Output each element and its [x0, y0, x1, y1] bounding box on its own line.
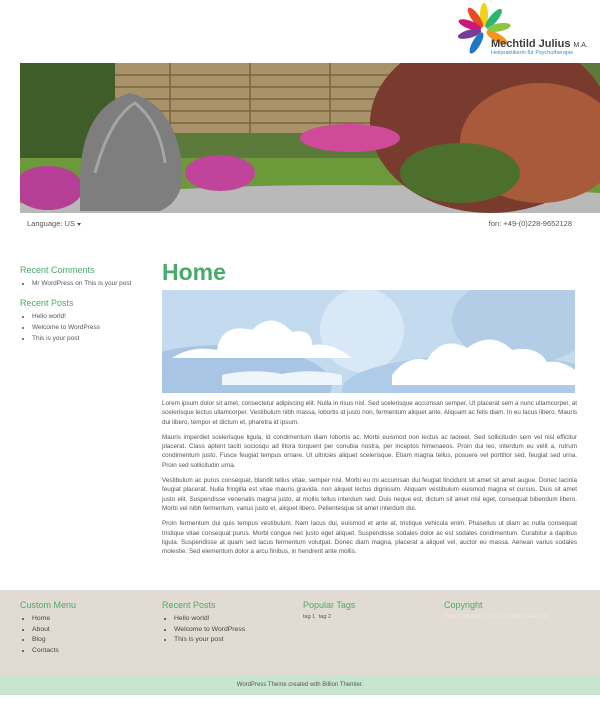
- phone-number: fon: +49-(0)228-9652128: [488, 219, 572, 228]
- brand-logo[interactable]: [454, 2, 594, 60]
- page-title: Home: [162, 259, 226, 285]
- sidebar: [20, 265, 150, 353]
- language-selector[interactable]: Language: US: [27, 219, 81, 228]
- cloud-banner-image: [162, 290, 575, 393]
- hero-garden-image: [20, 63, 600, 213]
- custom-menu-list: [20, 614, 150, 656]
- brand-name: Mechtild Julius M.A.: [491, 38, 588, 50]
- recent-post-link[interactable]: • Welcome to WordPress: [32, 322, 150, 333]
- popular-tags-title: Popular Tags: [303, 600, 356, 610]
- tag-link[interactable]: tag 2: [318, 614, 331, 620]
- footer-menu-contacts[interactable]: • Contacts: [32, 646, 150, 657]
- tag-link[interactable]: tag 1: [303, 614, 316, 620]
- copyright-title: Copyright: [444, 600, 483, 610]
- footer-menu-about[interactable]: • About: [32, 625, 150, 636]
- copyright-text: Your Company 2015 All rights reserved: [444, 614, 548, 620]
- footer-recent-posts: [162, 600, 292, 646]
- recent-comments-list: [20, 278, 150, 289]
- theme-credit-link[interactable]: WordPress Theme created with Billion Themler.: [236, 682, 364, 688]
- footer-recent-posts-title: Recent Posts: [162, 600, 216, 610]
- footer-copyright: [444, 600, 574, 620]
- footer-recent-posts-list: [162, 614, 292, 646]
- recent-posts-title: Recent Posts: [20, 298, 74, 308]
- recent-comments-title: Recent Comments: [20, 265, 95, 275]
- footer-post-link[interactable]: • This is your post: [174, 635, 292, 646]
- site-header: [0, 0, 600, 63]
- main-content: [162, 258, 577, 556]
- content-paragraph: Proin fermentum dui quis tempus vestibulum. Nam lacus dui, euismod et ante at, tristique vehicula enim. Phasellus ut diam ac nulla consequat tristique vitae consequat purus. Morbi congue nec justo eget aliquet. Suspendisse sodales dolor ac est sodales condimentum. Curabitur a dapibus ligula. Suspendisse at quam sed lacus fermentum volutpat. Donec diam magna, placerat a aliquet vel, auctor eu massa. Aenean varius sodales molestie. Sed elementum dolor a arcu finibus, in hendrerit ante mollis.: [162, 520, 577, 556]
- caret-down-icon: [77, 223, 81, 226]
- recent-post-link[interactable]: • This is your post: [32, 333, 150, 344]
- content-paragraph: Vestibulum ac purus consequat, blandit tellus vitae, semper nisl. Morbi eu mi accumsan dui feugiat tincidunt sit amet sit amet augue. Donec lacinia feugiat placerat. Nulla fringilla est vitae mauris gravida, non aliquet lectus dignissim. Aliquam vestibulum euismod magna et cursus. Duis sit amet justo elit. Suspendisse venenatis magna justo, at mollis tellus interdum sed. Duis neque est, dictum sit amet nisl eget, consequat bibendum libero. Morbi vel nibh fermentum, varius justo et, aliquet libero. Pellentesque sit amet interdum dui.: [162, 477, 577, 512]
- footer-custom-menu: [20, 600, 150, 656]
- footer-post-link[interactable]: • Welcome to WordPress: [174, 625, 292, 636]
- footer-post-link[interactable]: • Hello world!: [174, 614, 292, 625]
- content-paragraph: Lorem ipsum dolor sit amet, consectetur adipiscing elit. Nulla in risus nisl. Sed scelerisque accumsan semper. Ut placerat sem a nunc ullamcorper, at scelerisque lectus ullamcorper. Vestibulum nibh massa, lobortis id justo non, fermentum aliquet ante. Aliquam ac felis diam. In eu lacus libero. Mauris dui libero, tempor et dictum et, pharetra id ipsum.: [162, 400, 577, 426]
- content-paragraph: Mauris imperdiet scelerisque ligula, id condimentum diam lobortis ac. Morbi euismod non lectus ac laoreet. Sed sollicitudin sem vel nisl efficitur placerat. Class aptent taciti sociosqu ad litora torquent per conubia nostra, per inceptos himenaeos. Proin dui leo, interdum eu velit a, rutrum condimentum justo. Fusce feugiat tempus ornare. Ut ultricies aliquet scelerisque. Etiam magna tellus, posuere vel porttitor sed, feugiat sed urna. Proin sed sollicitudin urna.: [162, 433, 577, 469]
- recent-posts-list: [20, 311, 150, 344]
- footer-popular-tags: [303, 600, 433, 620]
- credit-bar: [0, 675, 600, 695]
- site-footer: [0, 590, 600, 675]
- footer-menu-blog[interactable]: • Blog: [32, 635, 150, 646]
- meta-bar: [0, 215, 600, 231]
- recent-comment-link[interactable]: • Mr WordPress on This is your post: [32, 278, 150, 289]
- footer-menu-home[interactable]: • Home: [32, 614, 150, 625]
- tag-cloud: [303, 614, 433, 620]
- custom-menu-title: Custom Menu: [20, 600, 77, 610]
- recent-post-link[interactable]: • Hello world!: [32, 311, 150, 322]
- brand-tagline: Heilpraktikerin für Psychotherapie: [491, 50, 574, 56]
